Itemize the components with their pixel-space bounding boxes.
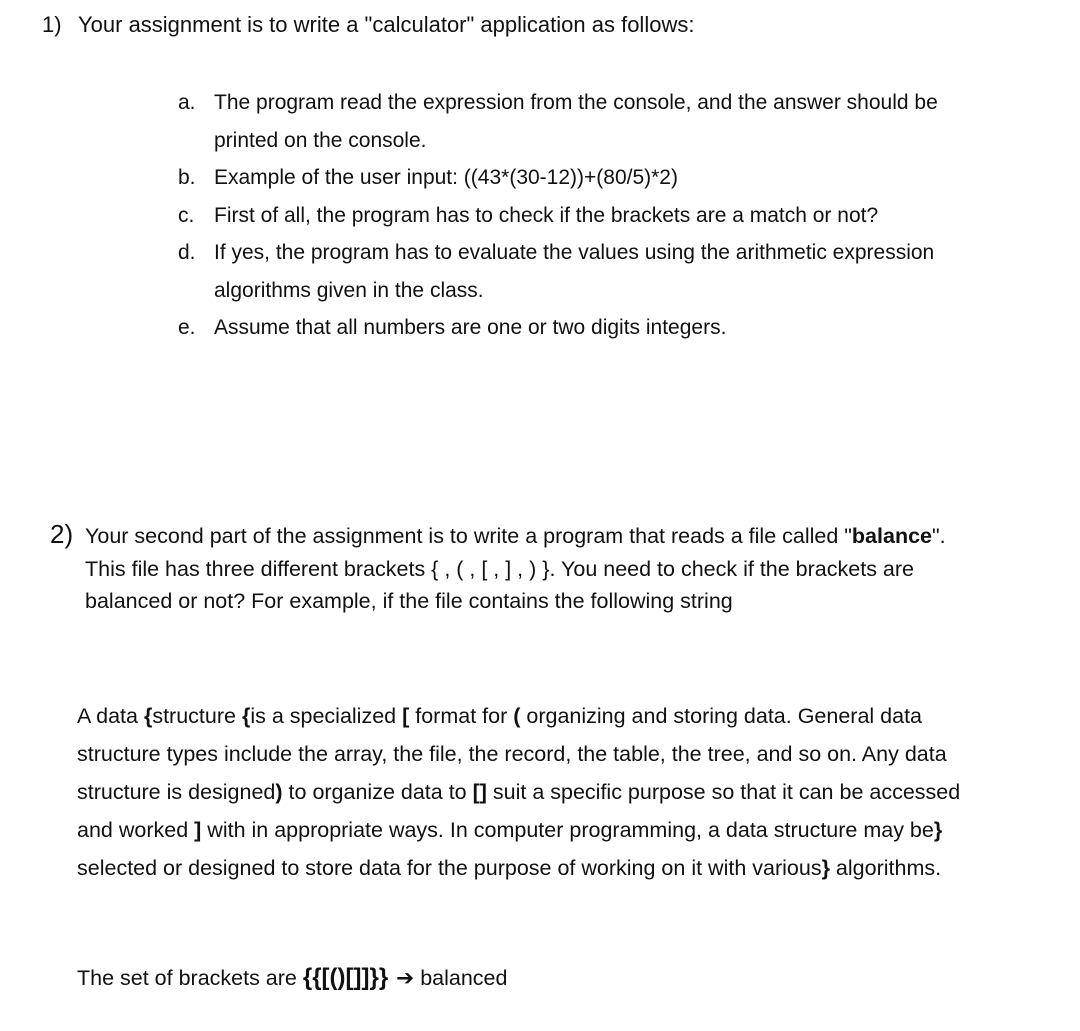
list-item-letter: a. [178, 91, 196, 114]
bracket-mark: { [241, 704, 251, 728]
list-item-letter: c. [178, 203, 195, 227]
bracket-set: {{[()[]]}} [302, 964, 389, 991]
bracket-mark: ( [513, 704, 521, 728]
list-item-b [178, 159, 978, 197]
question-1-heading [42, 9, 694, 41]
question-1-sublist [178, 84, 978, 347]
example-text: A data [77, 704, 144, 728]
question-2-filename: balance [851, 524, 932, 548]
list-item-c [178, 197, 978, 235]
question-2 [50, 520, 1010, 618]
list-item-letter: d. [178, 241, 196, 264]
example-text: organizing and storing data. General data structure types include the array, the file, the record, the table, the tree, and so on. Any data structure is designed [77, 704, 947, 804]
bracket-mark: [ [402, 704, 410, 728]
example-text: selected or designed to store data for the purpose of working on it with various [77, 856, 822, 880]
question-1-number: 1) [42, 12, 62, 37]
list-item-d [178, 234, 978, 309]
list-item-text: The program read the expression from the console, and the answer should be printed on the console. [214, 91, 938, 152]
bracket-mark: ] [194, 818, 202, 842]
result-verdict: balanced [420, 966, 508, 990]
list-item-text: Example of the user input: ((43*(30-12))+(80/5)*2) [214, 166, 678, 189]
bracket-mark: [] [472, 780, 487, 804]
question-2-intro-b: ". This file has three different brackets { , ( , [ , ] , ) }. You need to check if the brackets are balanced or not? For example, if the file contains the following string [85, 524, 946, 613]
right-arrow-icon: ➔ [396, 966, 415, 990]
list-item-text: If yes, the program has to evaluate the values using the arithmetic expression algorithms given in the class. [214, 241, 935, 302]
question-1-text: Your assignment is to write a "calculator" application as follows: [78, 12, 695, 37]
bracket-mark: } [933, 818, 943, 842]
list-item-a [178, 84, 978, 159]
question-2-number: 2) [50, 519, 74, 549]
bracket-mark: } [821, 856, 830, 880]
example-text: is a specialized [250, 704, 403, 728]
example-text: algorithms. [829, 856, 942, 880]
example-text: to organize data to [282, 780, 473, 804]
list-item-text: Assume that all numbers are one or two digits integers. [214, 316, 727, 339]
example-text: suit a specific purpose so that it can be accessed and worked [77, 780, 961, 842]
example-paragraph [77, 697, 977, 887]
list-item-letter: e. [178, 316, 196, 339]
list-item-letter: b. [178, 166, 196, 189]
bracket-mark: ) [275, 780, 283, 804]
example-text: structure [152, 704, 242, 728]
list-item-text: First of all, the program has to check if the brackets are a match or not? [214, 203, 879, 227]
example-text: with in appropriate ways. In computer programming, a data structure may be [201, 818, 934, 842]
example-text: format for [409, 704, 514, 728]
question-2-text [50, 520, 975, 618]
result-label: The set of brackets are [77, 966, 303, 990]
list-item-e [178, 309, 978, 347]
question-2-intro-a: Your second part of the assignment is to write a program that reads a file called " [85, 524, 852, 548]
bracket-mark: { [143, 704, 153, 728]
result-line [77, 961, 507, 995]
